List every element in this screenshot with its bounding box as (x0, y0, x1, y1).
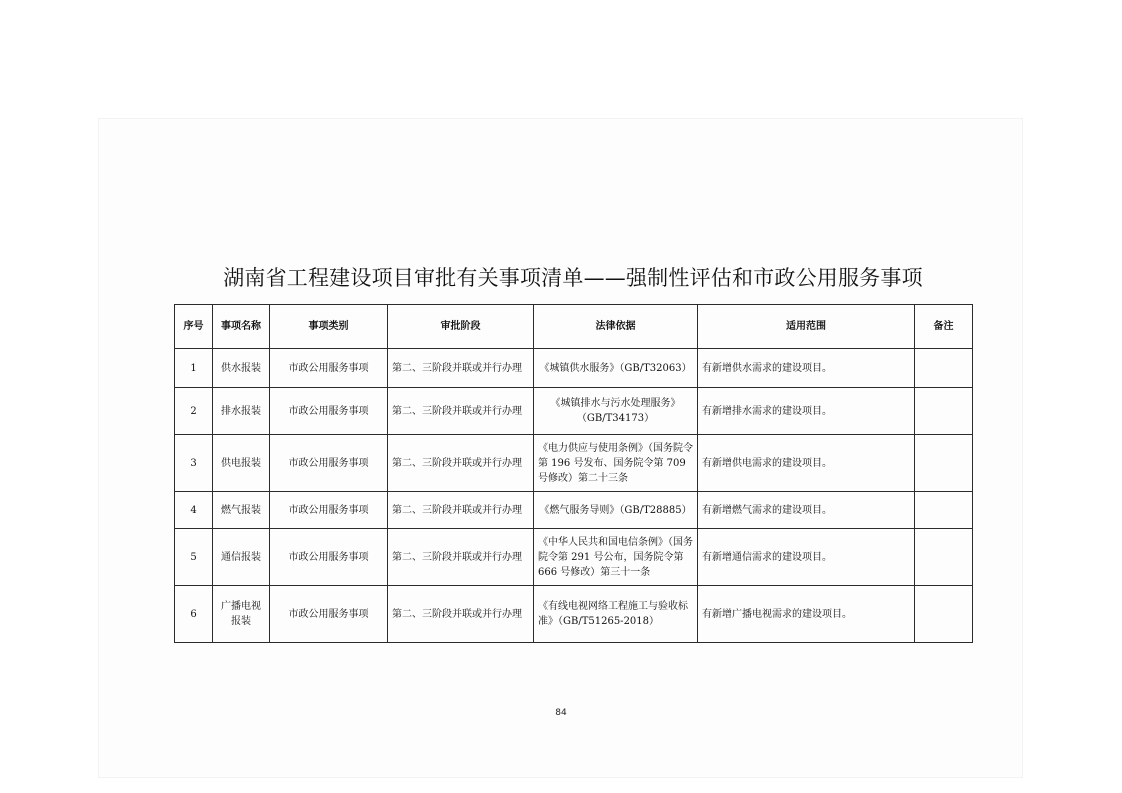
cell-approval-stage: 第二、三阶段并联或并行办理 (388, 349, 534, 388)
table-row (175, 586, 973, 643)
items-table (174, 304, 973, 643)
cell-item-name: 供电报装 (213, 435, 270, 492)
cell-approval-stage: 第二、三阶段并联或并行办理 (388, 586, 534, 643)
header-remarks: 备注 (915, 305, 973, 349)
cell-approval-stage: 第二、三阶段并联或并行办理 (388, 492, 534, 529)
cell-legal-basis: 《城镇供水服务》（GB/T32063） (534, 349, 698, 388)
cell-serial-number: 6 (175, 586, 213, 643)
table-header-row (175, 305, 973, 349)
cell-remarks (915, 586, 973, 643)
cell-item-name: 通信报装 (213, 529, 270, 586)
header-serial-number: 序号 (175, 305, 213, 349)
table-row (175, 529, 973, 586)
cell-approval-stage: 第二、三阶段并联或并行办理 (388, 529, 534, 586)
table-row (175, 388, 973, 435)
cell-item-category: 市政公用服务事项 (270, 586, 388, 643)
cell-legal-basis: 《电力供应与使用条例》（国务院令第 196 号发布、国务院令第 709 号修改）第二十三条 (534, 435, 698, 492)
cell-legal-basis: 《燃气服务导则》（GB/T28885） (534, 492, 698, 529)
cell-item-category: 市政公用服务事项 (270, 435, 388, 492)
header-approval-stage: 审批阶段 (388, 305, 534, 349)
cell-approval-stage: 第二、三阶段并联或并行办理 (388, 388, 534, 435)
cell-item-name: 燃气报装 (213, 492, 270, 529)
cell-serial-number: 1 (175, 349, 213, 388)
cell-applicable-scope: 有新增供水需求的建设项目。 (698, 349, 915, 388)
cell-approval-stage: 第二、三阶段并联或并行办理 (388, 435, 534, 492)
table-row (175, 492, 973, 529)
cell-applicable-scope: 有新增广播电视需求的建设项目。 (698, 586, 915, 643)
cell-item-name: 排水报装 (213, 388, 270, 435)
cell-item-category: 市政公用服务事项 (270, 388, 388, 435)
cell-serial-number: 5 (175, 529, 213, 586)
page-number: 84 (555, 708, 567, 718)
cell-remarks (915, 529, 973, 586)
header-item-category: 事项类别 (270, 305, 388, 349)
cell-remarks (915, 388, 973, 435)
cell-item-name: 广播电视报装 (213, 586, 270, 643)
cell-applicable-scope: 有新增通信需求的建设项目。 (698, 529, 915, 586)
cell-remarks (915, 349, 973, 388)
table-row (175, 435, 973, 492)
header-legal-basis: 法律依据 (534, 305, 698, 349)
header-applicable-scope: 适用范围 (698, 305, 915, 349)
cell-legal-basis: 《中华人民共和国电信条例》（国务院令第 291 号公布，国务院令第 666 号修改）第三十一条 (534, 529, 698, 586)
cell-item-name: 供水报装 (213, 349, 270, 388)
cell-item-category: 市政公用服务事项 (270, 492, 388, 529)
document-title: 湖南省工程建设项目审批有关事项清单——强制性评估和市政公用服务事项 (223, 266, 923, 290)
cell-applicable-scope: 有新增排水需求的建设项目。 (698, 388, 915, 435)
cell-serial-number: 3 (175, 435, 213, 492)
cell-applicable-scope: 有新增燃气需求的建设项目。 (698, 492, 915, 529)
cell-serial-number: 2 (175, 388, 213, 435)
cell-item-category: 市政公用服务事项 (270, 529, 388, 586)
cell-applicable-scope: 有新增供电需求的建设项目。 (698, 435, 915, 492)
table-row (175, 349, 973, 388)
cell-serial-number: 4 (175, 492, 213, 529)
cell-item-category: 市政公用服务事项 (270, 349, 388, 388)
cell-remarks (915, 492, 973, 529)
items-table-container (174, 304, 972, 643)
header-item-name: 事项名称 (213, 305, 270, 349)
cell-legal-basis: 《有线电视网络工程施工与验收标准》（GB/T51265-2018） (534, 586, 698, 643)
cell-legal-basis: 《城镇排水与污水处理服务》（GB/T34173） (534, 388, 698, 435)
cell-remarks (915, 435, 973, 492)
